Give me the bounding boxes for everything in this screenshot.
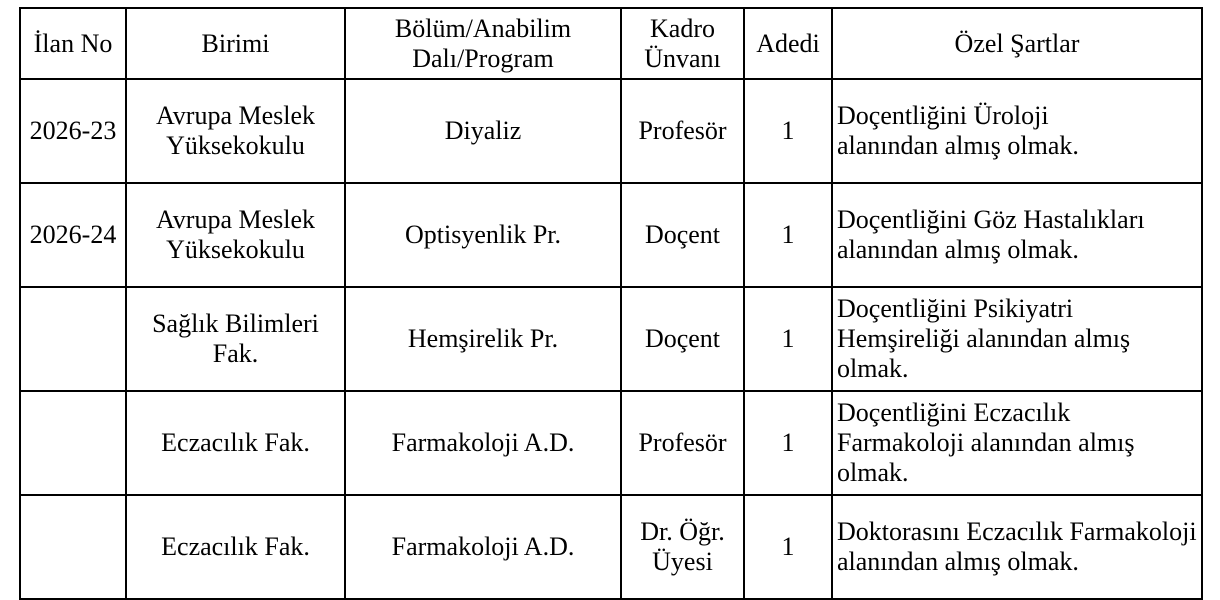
cell-adedi: 1 <box>744 391 832 495</box>
header-birimi: Birimi <box>126 8 345 79</box>
cell-adedi: 1 <box>744 183 832 287</box>
cell-bolum: Diyaliz <box>345 79 621 183</box>
cell-kadro: Doçent <box>621 287 744 391</box>
header-row <box>20 8 1202 79</box>
header-ilan-no: İlan No <box>20 8 126 79</box>
table-row <box>20 79 1202 183</box>
header-bolum: Bölüm/Anabilim Dalı/Program <box>345 8 621 79</box>
announcement-table-wrapper <box>19 7 1203 600</box>
cell-ilan-no <box>20 391 126 495</box>
cell-bolum: Farmakoloji A.D. <box>345 495 621 599</box>
table-row <box>20 183 1202 287</box>
cell-bolum: Farmakoloji A.D. <box>345 391 621 495</box>
cell-ozel-sartlar: Doçentliğini Psikiyatri Hemşireliği alanından almış olmak. <box>832 287 1202 391</box>
cell-ilan-no <box>20 287 126 391</box>
header-ozel-sartlar: Özel Şartlar <box>832 8 1202 79</box>
cell-kadro: Profesör <box>621 391 744 495</box>
cell-ilan-no: 2026-24 <box>20 183 126 287</box>
cell-ozel-sartlar: Doktorasını Eczacılık Farmakoloji alanından almış olmak. <box>832 495 1202 599</box>
cell-bolum: Optisyenlik Pr. <box>345 183 621 287</box>
table-row <box>20 495 1202 599</box>
table-row <box>20 287 1202 391</box>
cell-birimi: Eczacılık Fak. <box>126 495 345 599</box>
cell-ilan-no <box>20 495 126 599</box>
announcement-table <box>19 7 1203 600</box>
cell-birimi: Avrupa Meslek Yüksekokulu <box>126 183 345 287</box>
cell-adedi: 1 <box>744 79 832 183</box>
cell-adedi: 1 <box>744 287 832 391</box>
cell-birimi: Sağlık Bilimleri Fak. <box>126 287 345 391</box>
cell-ozel-sartlar: Doçentliğini Göz Hastalıkları alanından almış olmak. <box>832 183 1202 287</box>
cell-birimi: Eczacılık Fak. <box>126 391 345 495</box>
cell-kadro: Dr. Öğr. Üyesi <box>621 495 744 599</box>
table-row <box>20 391 1202 495</box>
cell-ilan-no: 2026-23 <box>20 79 126 183</box>
cell-birimi: Avrupa Meslek Yüksekokulu <box>126 79 345 183</box>
header-adedi: Adedi <box>744 8 832 79</box>
cell-bolum: Hemşirelik Pr. <box>345 287 621 391</box>
cell-ozel-sartlar: Doçentliğini Eczacılık Farmakoloji alanından almış olmak. <box>832 391 1202 495</box>
cell-kadro: Profesör <box>621 79 744 183</box>
cell-kadro: Doçent <box>621 183 744 287</box>
header-kadro-unvani: Kadro Ünvanı <box>621 8 744 79</box>
cell-ozel-sartlar: Doçentliğini Üroloji alanından almış olmak. <box>832 79 1202 183</box>
cell-adedi: 1 <box>744 495 832 599</box>
